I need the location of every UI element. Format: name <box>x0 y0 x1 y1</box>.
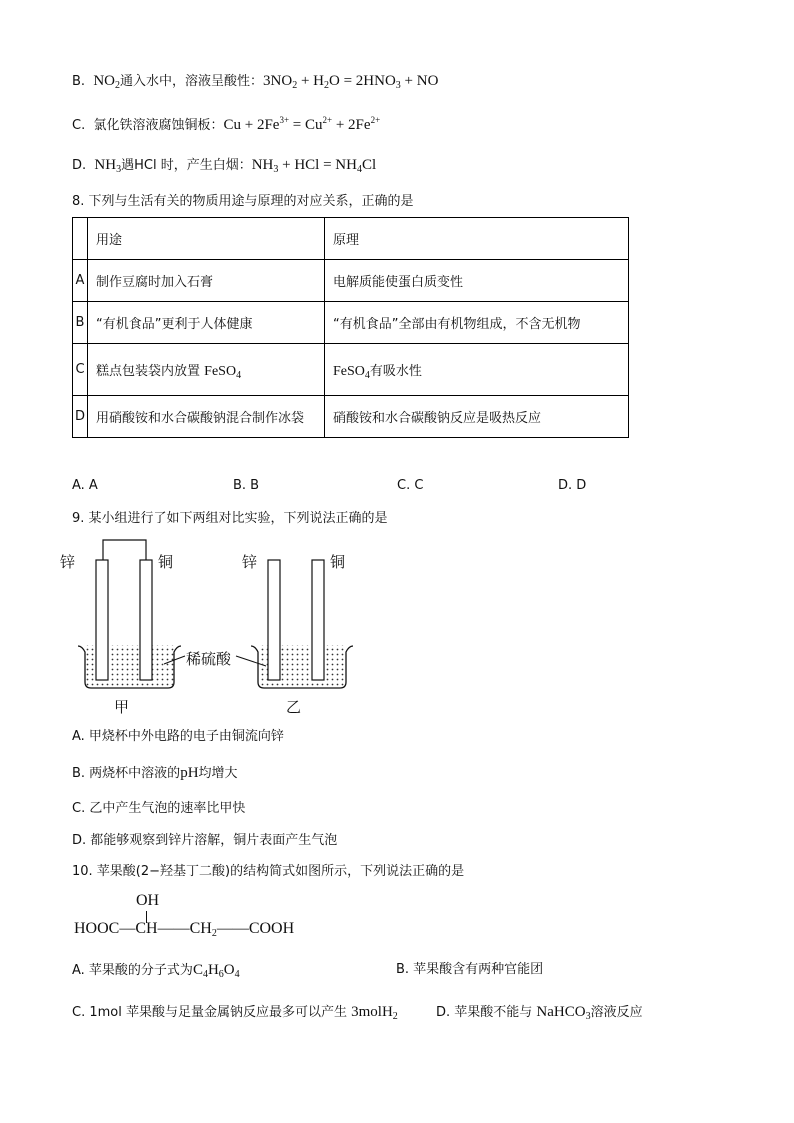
table-cell: C <box>73 344 88 396</box>
option-b[interactable]: B. B <box>233 478 260 493</box>
beaker-jia <box>60 540 181 716</box>
table-header-row <box>73 218 629 260</box>
jia-label: 甲 <box>114 698 130 716</box>
wire <box>103 540 146 560</box>
hydroxyl-group: OH <box>136 892 160 909</box>
table-row <box>73 302 629 344</box>
zinc-electrode <box>96 560 108 680</box>
table-cell: FeSO$_4$有吸水性 <box>325 344 629 396</box>
formula-no2: $NO_2$ <box>93 73 120 91</box>
q9-option-d[interactable]: D. 都能够观察到锌片溶解，铜片表面产生气泡 <box>72 833 338 848</box>
equation-nh3-hcl: $NH_3$ + HCl = $NH_4Cl$ <box>251 157 377 175</box>
q7-option-b: B. $NO_2$通入水中，溶液呈酸性：$3NO_2 + H_2O = 2HNO_3$ + NO <box>72 73 439 91</box>
table-cell: A <box>73 260 88 302</box>
q7-option-c: C. 氯化铁溶液腐蚀铜板：$Cu + 2Fe^{3+} = Cu^{2+} + 2Fe^{2+}$ <box>72 115 381 133</box>
malic-acid-structure <box>74 892 334 942</box>
acid-label: 稀硫酸 <box>186 650 232 668</box>
beaker-yi <box>242 553 353 716</box>
option-a[interactable]: A. A <box>72 478 98 493</box>
table-cell: D <box>73 396 88 438</box>
table-cell: 制作豆腐时加入石膏 <box>88 260 325 302</box>
table-cell: 电解质能使蛋白质变性 <box>325 260 629 302</box>
table-cell: 用硝酸铵和水合碳酸钠混合制作冰袋 <box>88 396 325 438</box>
table-row <box>73 396 629 438</box>
q8-table <box>72 217 629 438</box>
q9-option-a[interactable]: A. 甲烧杯中外电路的电子由铜流向锌 <box>72 729 284 744</box>
option-d[interactable]: D. D <box>558 478 587 493</box>
table-row <box>73 260 629 302</box>
table-cell: 糕点包装袋内放置 FeSO$_4$ <box>88 344 325 396</box>
q10-option-d[interactable]: D. 苹果酸不能与 NaHCO$_3$溶液反应 <box>436 1004 643 1022</box>
table-cell: “有机食品”全部由有机物组成，不含无机物 <box>325 302 629 344</box>
copper-label: 铜 <box>158 553 174 571</box>
yi-label: 乙 <box>286 698 302 716</box>
table-cell: B <box>73 302 88 344</box>
zinc-electrode <box>268 560 280 680</box>
table-cell: 原理 <box>325 218 629 260</box>
equation-no2-water: $3NO_2 + H_2O = 2HNO_3$ + NO <box>263 73 439 91</box>
q9-stem: 9. 某小组进行了如下两组对比实验，下列说法正确的是 <box>72 511 388 526</box>
q8-stem: 8. 下列与生活有关的物质用途与原理的对应关系，正确的是 <box>72 194 414 209</box>
table-cell: 用途 <box>88 218 325 260</box>
q10-option-c[interactable]: C. 1mol 苹果酸与足量金属钠反应最多可以产生 3molH$_2$ <box>72 1004 398 1022</box>
table-row <box>73 344 629 396</box>
q10-stem: 10. 苹果酸(2−羟基丁二酸)的结构简式如图所示，下列说法正确的是 <box>72 864 465 879</box>
galvanic-cell-diagram <box>60 532 380 722</box>
structure-main-chain: $HOOC—CH——CH_2——COOH$ <box>74 920 295 939</box>
zinc-label: 锌 <box>60 553 76 571</box>
copper-label: 铜 <box>330 553 346 571</box>
copper-electrode <box>140 560 152 680</box>
q9-option-b[interactable]: B. 两烧杯中溶液的pH均增大 <box>72 765 238 781</box>
q9-option-c[interactable]: C. 乙中产生气泡的速率比甲快 <box>72 801 246 816</box>
table-cell: “有机食品”更利于人体健康 <box>88 302 325 344</box>
q10-option-a[interactable]: A. 苹果酸的分子式为$C_4H_6O_4$ <box>72 962 240 980</box>
formula-nh3: $NH_3$ <box>94 157 122 175</box>
q7-option-d: D. $NH_3$遇HCl 时，产生白烟：$NH_3$ + HCl = $NH_4Cl$ <box>72 157 377 175</box>
table-cell: 硝酸铵和水合碳酸钠反应是吸热反应 <box>325 396 629 438</box>
zinc-label: 锌 <box>242 553 258 571</box>
copper-electrode <box>312 560 324 680</box>
q8-options <box>72 478 632 498</box>
option-c[interactable]: C. C <box>397 478 424 493</box>
q10-option-b[interactable]: B. 苹果酸含有两种官能团 <box>396 962 544 977</box>
equation-cu-fe: $Cu + 2Fe^{3+} = Cu^{2+} + 2Fe^{2+}$ <box>223 115 381 133</box>
table-cell <box>73 218 88 260</box>
